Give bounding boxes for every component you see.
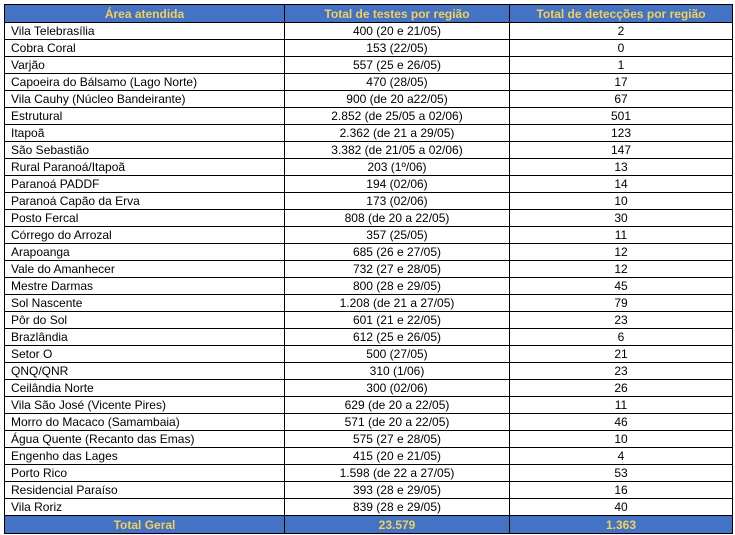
- tests-cell: 800 (28 e 29/05): [285, 278, 510, 295]
- table-row: [5, 193, 733, 210]
- table-row: [5, 244, 733, 261]
- table-row: [5, 142, 733, 159]
- detections-cell: 79: [510, 295, 733, 312]
- detections-cell: 40: [510, 499, 733, 516]
- table-row: [5, 176, 733, 193]
- header-row: [5, 5, 733, 23]
- tests-cell: 153 (22/05): [285, 40, 510, 57]
- detections-cell: 10: [510, 431, 733, 448]
- area-cell: Vale do Amanhecer: [5, 261, 285, 278]
- total-tests: 23.579: [285, 516, 510, 534]
- table-header: [5, 5, 733, 23]
- table-row: [5, 74, 733, 91]
- tests-cell: 839 (28 e 29/05): [285, 499, 510, 516]
- header-area: Área atendida: [5, 5, 285, 23]
- detections-cell: 2: [510, 23, 733, 40]
- total-row: [5, 516, 733, 534]
- total-detections: 1.363: [510, 516, 733, 534]
- detections-cell: 14: [510, 176, 733, 193]
- tests-cell: 2.362 (de 21 a 29/05): [285, 125, 510, 142]
- detections-cell: 0: [510, 40, 733, 57]
- tests-cell: 203 (1º/06): [285, 159, 510, 176]
- area-cell: Itapoã: [5, 125, 285, 142]
- detections-cell: 4: [510, 448, 733, 465]
- detections-cell: 11: [510, 397, 733, 414]
- area-cell: Capoeira do Bálsamo (Lago Norte): [5, 74, 285, 91]
- tests-cell: 2.852 (de 25/05 a 02/06): [285, 108, 510, 125]
- area-cell: Posto Fercal: [5, 210, 285, 227]
- tests-cell: 470 (28/05): [285, 74, 510, 91]
- table-row: [5, 465, 733, 482]
- tests-cell: 194 (02/06): [285, 176, 510, 193]
- table-row: [5, 91, 733, 108]
- tests-cell: 575 (27 e 28/05): [285, 431, 510, 448]
- tests-cell: 629 (de 20 a 22/05): [285, 397, 510, 414]
- tests-cell: 310 (1/06): [285, 363, 510, 380]
- table-row: [5, 23, 733, 40]
- area-cell: Cobra Coral: [5, 40, 285, 57]
- tests-cell: 612 (25 e 26/05): [285, 329, 510, 346]
- area-cell: Pôr do Sol: [5, 312, 285, 329]
- area-cell: Vila Cauhy (Núcleo Bandeirante): [5, 91, 285, 108]
- tests-cell: 601 (21 e 22/05): [285, 312, 510, 329]
- area-cell: Água Quente (Recanto das Emas): [5, 431, 285, 448]
- area-cell: São Sebastião: [5, 142, 285, 159]
- tests-cell: 1.598 (de 22 a 27/05): [285, 465, 510, 482]
- table-row: [5, 380, 733, 397]
- area-cell: Estrutural: [5, 108, 285, 125]
- area-cell: Vila São José (Vicente Pires): [5, 397, 285, 414]
- table-row: [5, 57, 733, 74]
- area-cell: Rural Paranoá/Itapoã: [5, 159, 285, 176]
- area-cell: Brazlândia: [5, 329, 285, 346]
- tests-cell: 571 (de 20 a 22/05): [285, 414, 510, 431]
- area-cell: QNQ/QNR: [5, 363, 285, 380]
- area-cell: Morro do Macaco (Samambaia): [5, 414, 285, 431]
- table-body: [5, 23, 733, 516]
- tests-cell: 300 (02/06): [285, 380, 510, 397]
- tests-cell: 400 (20 e 21/05): [285, 23, 510, 40]
- table-row: [5, 108, 733, 125]
- detections-cell: 45: [510, 278, 733, 295]
- table-row: [5, 295, 733, 312]
- table-row: [5, 482, 733, 499]
- area-cell: Setor O: [5, 346, 285, 363]
- detections-cell: 123: [510, 125, 733, 142]
- tests-cell: 173 (02/06): [285, 193, 510, 210]
- total-label: Total Geral: [5, 516, 285, 534]
- detections-cell: 12: [510, 244, 733, 261]
- detections-cell: 26: [510, 380, 733, 397]
- table-row: [5, 40, 733, 57]
- area-cell: Residencial Paraíso: [5, 482, 285, 499]
- table-row: [5, 278, 733, 295]
- detections-cell: 13: [510, 159, 733, 176]
- header-tests: Total de testes por região: [285, 5, 510, 23]
- tests-cell: 685 (26 e 27/05): [285, 244, 510, 261]
- table-row: [5, 227, 733, 244]
- tests-cell: 3.382 (de 21/05 a 02/06): [285, 142, 510, 159]
- area-cell: Vila Telebrasília: [5, 23, 285, 40]
- detections-cell: 501: [510, 108, 733, 125]
- detections-cell: 16: [510, 482, 733, 499]
- detections-cell: 17: [510, 74, 733, 91]
- area-cell: Mestre Darmas: [5, 278, 285, 295]
- table-row: [5, 312, 733, 329]
- detections-cell: 23: [510, 312, 733, 329]
- tests-cell: 500 (27/05): [285, 346, 510, 363]
- detections-cell: 10: [510, 193, 733, 210]
- detections-cell: 11: [510, 227, 733, 244]
- tests-cell: 393 (28 e 29/05): [285, 482, 510, 499]
- table-row: [5, 159, 733, 176]
- tests-cell: 557 (25 e 26/05): [285, 57, 510, 74]
- detections-cell: 30: [510, 210, 733, 227]
- area-cell: Ceilândia Norte: [5, 380, 285, 397]
- detections-cell: 67: [510, 91, 733, 108]
- detections-cell: 6: [510, 329, 733, 346]
- tests-cell: 732 (27 e 28/05): [285, 261, 510, 278]
- table-row: [5, 397, 733, 414]
- table-row: [5, 363, 733, 380]
- table-row: [5, 261, 733, 278]
- area-cell: Porto Rico: [5, 465, 285, 482]
- table-row: [5, 414, 733, 431]
- table-row: [5, 431, 733, 448]
- table-row: [5, 346, 733, 363]
- table-row: [5, 448, 733, 465]
- area-cell: Arapoanga: [5, 244, 285, 261]
- table-row: [5, 329, 733, 346]
- table-row: [5, 210, 733, 227]
- detections-cell: 12: [510, 261, 733, 278]
- area-cell: Paranoá PADDF: [5, 176, 285, 193]
- header-detections: Total de detecções por região: [510, 5, 733, 23]
- detections-table-container: [4, 4, 733, 534]
- tests-cell: 808 (de 20 a 22/05): [285, 210, 510, 227]
- tests-cell: 1.208 (de 21 a 27/05): [285, 295, 510, 312]
- detections-table: [4, 4, 733, 534]
- area-cell: Varjão: [5, 57, 285, 74]
- table-footer: [5, 516, 733, 534]
- table-row: [5, 499, 733, 516]
- table-row: [5, 125, 733, 142]
- area-cell: Vila Roriz: [5, 499, 285, 516]
- detections-cell: 147: [510, 142, 733, 159]
- detections-cell: 46: [510, 414, 733, 431]
- detections-cell: 53: [510, 465, 733, 482]
- tests-cell: 900 (de 20 a22/05): [285, 91, 510, 108]
- detections-cell: 1: [510, 57, 733, 74]
- tests-cell: 357 (25/05): [285, 227, 510, 244]
- area-cell: Paranoá Capão da Erva: [5, 193, 285, 210]
- area-cell: Engenho das Lages: [5, 448, 285, 465]
- area-cell: Córrego do Arrozal: [5, 227, 285, 244]
- tests-cell: 415 (20 e 21/05): [285, 448, 510, 465]
- area-cell: Sol Nascente: [5, 295, 285, 312]
- detections-cell: 21: [510, 346, 733, 363]
- detections-cell: 23: [510, 363, 733, 380]
